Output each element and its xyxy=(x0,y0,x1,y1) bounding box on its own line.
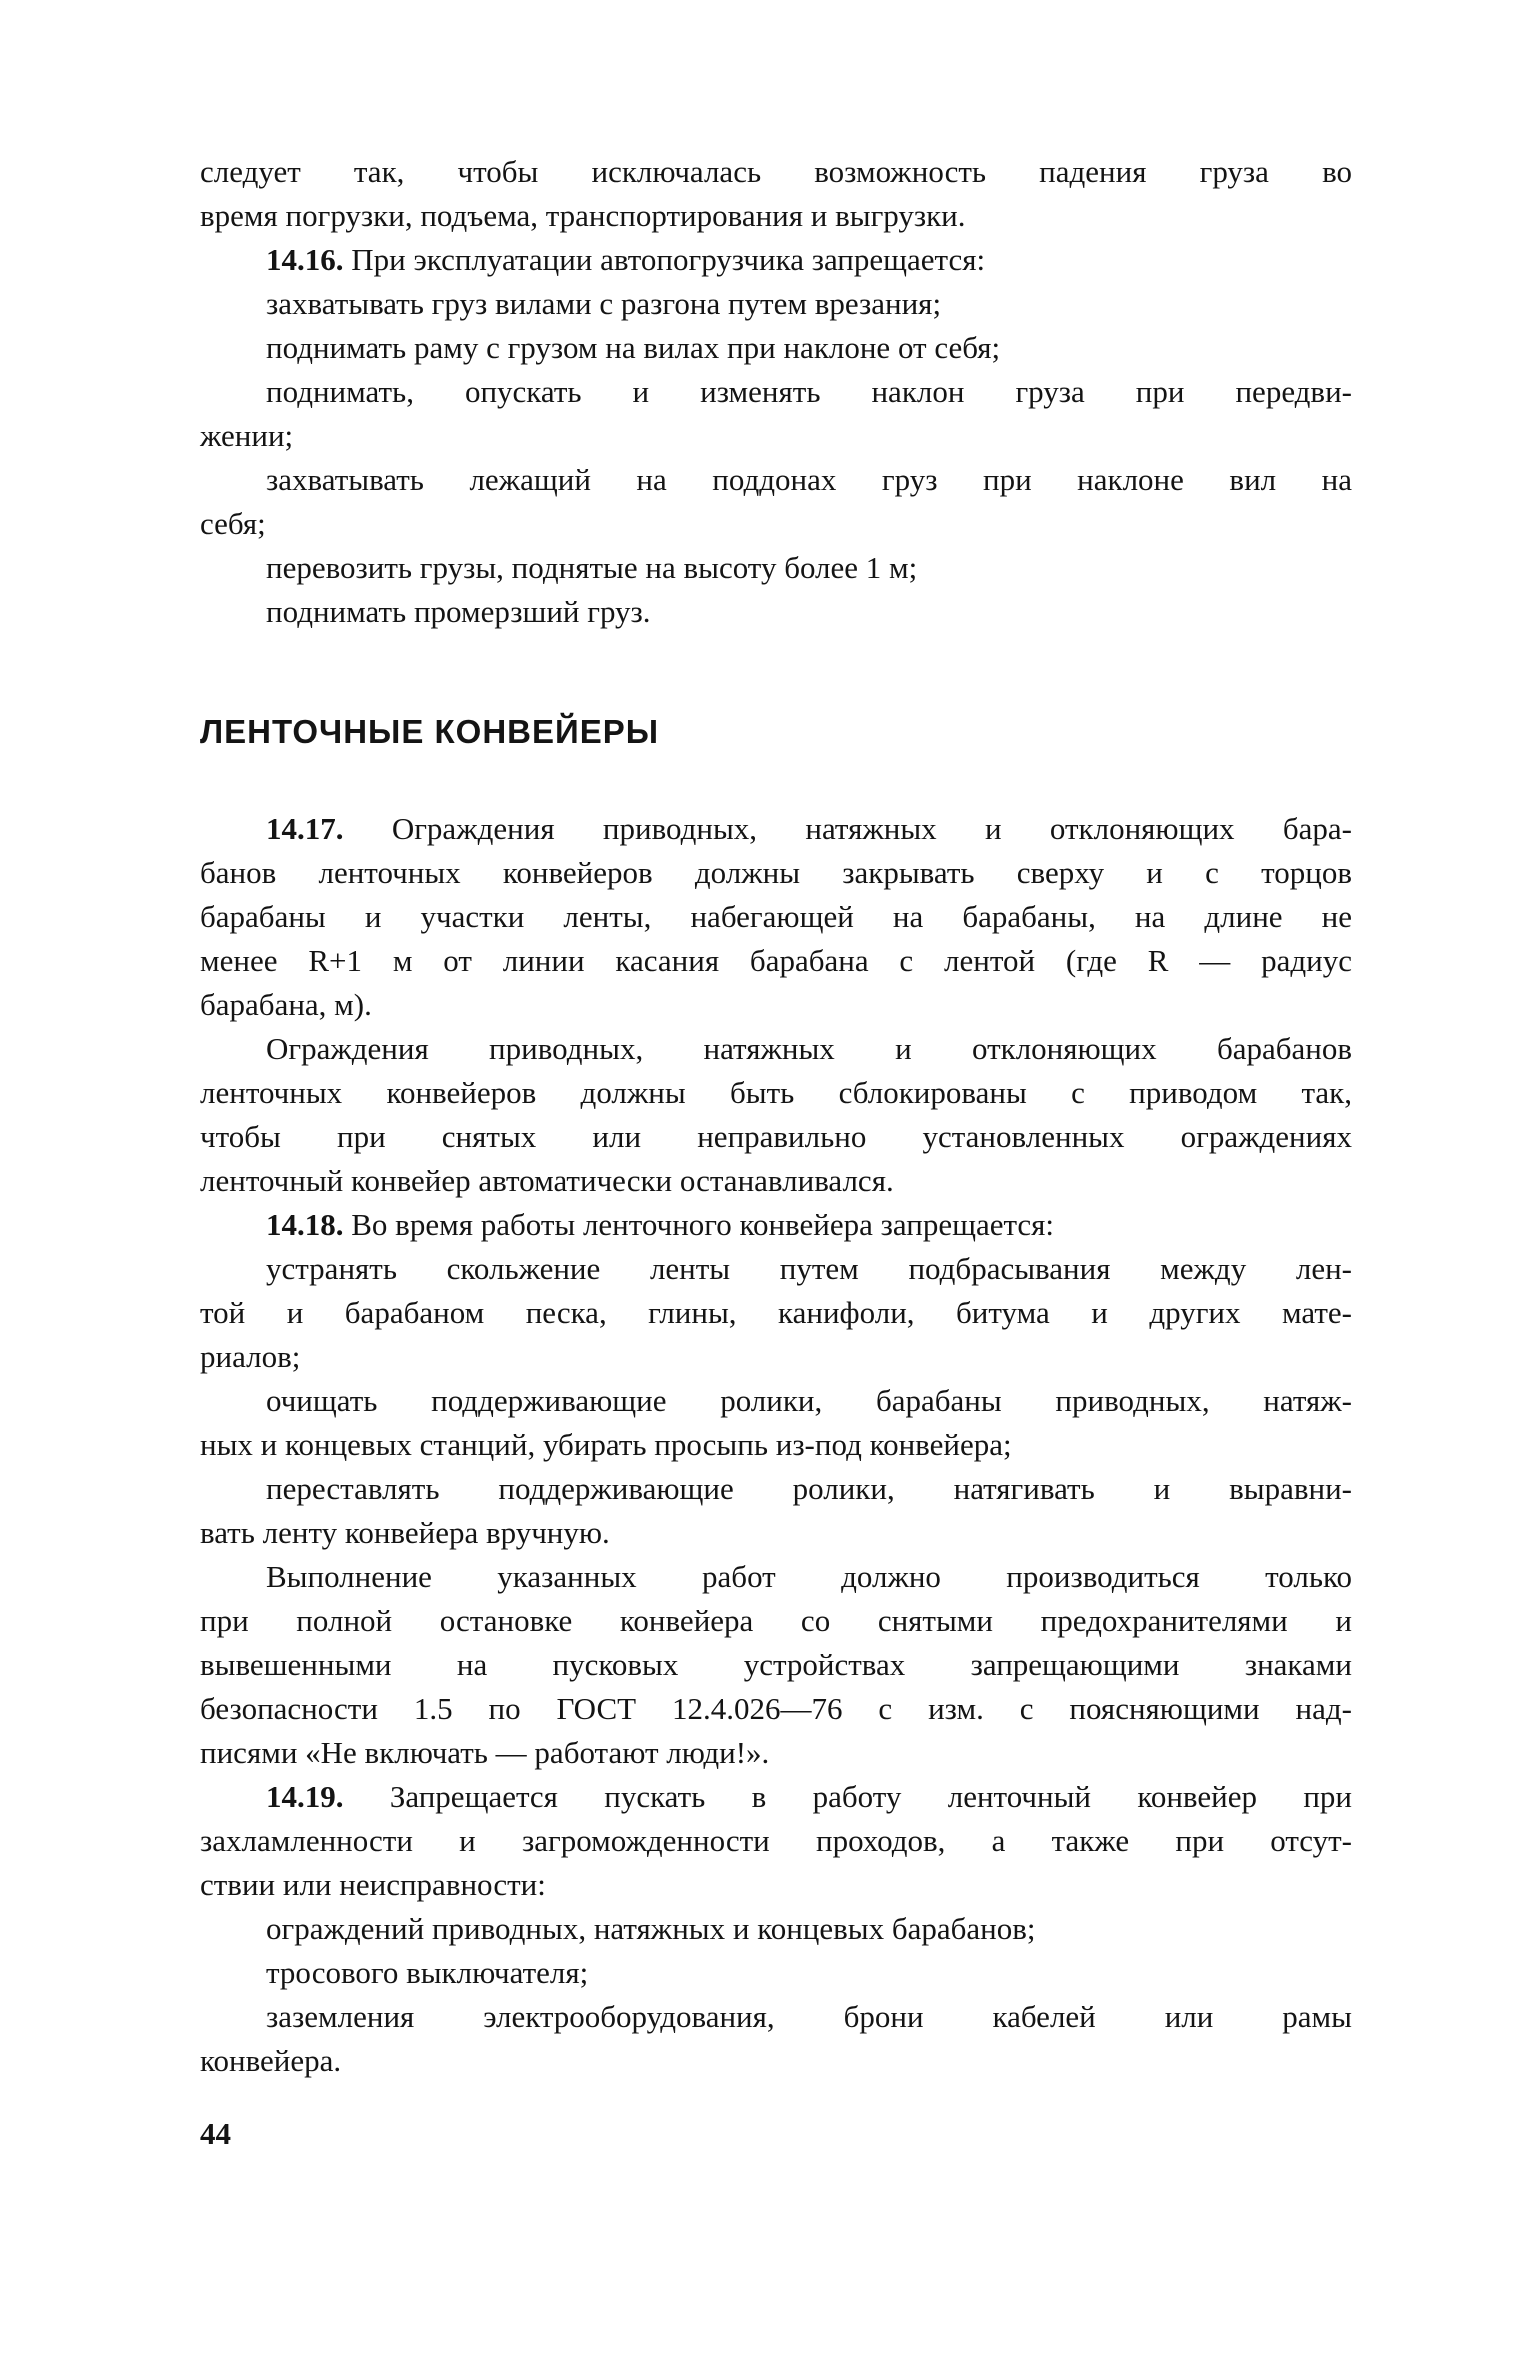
text-line: поднимать, опускать и изменять наклон груза при передви- xyxy=(266,374,1352,409)
text-line: устранять скольжение ленты путем подбрасывания между лен- xyxy=(266,1251,1352,1286)
text-line: менее R+1 м от линии касания барабана с лентой (где R — радиус xyxy=(200,943,1352,978)
paragraph xyxy=(200,370,1352,458)
paragraph xyxy=(200,1467,1352,1555)
text-line: ограждений приводных, натяжных и концевых барабанов; xyxy=(266,1911,1036,1946)
clause-number: 14.16. xyxy=(266,242,344,277)
text-line: очищать поддерживающие ролики, барабаны приводных, натяж- xyxy=(266,1383,1352,1418)
text-line: захламленности и загроможденности проходов, а также при отсут- xyxy=(200,1823,1352,1858)
text-line xyxy=(200,238,1352,282)
paragraph xyxy=(200,326,1352,370)
text-line: время погрузки, подъема, транспортирования и выгрузки. xyxy=(200,198,966,233)
text-line: ных и концевых станций, убирать просыпь из-под конвейера; xyxy=(200,1427,1012,1462)
text-line: себя; xyxy=(200,506,266,541)
text-line: ленточный конвейер автоматически останавливался. xyxy=(200,1163,894,1198)
text-line: той и барабаном песка, глины, канифоли, битума и других мате- xyxy=(200,1295,1352,1330)
text-line: заземления электрооборудования, брони кабелей или рамы xyxy=(266,1999,1352,2034)
text-line: ленточных конвейеров должны быть сблокированы с приводом так, xyxy=(200,1075,1352,1110)
text-line: Выполнение указанных работ должно производиться только xyxy=(266,1559,1352,1594)
text-line xyxy=(200,1775,1352,1819)
paragraph xyxy=(200,150,1352,238)
section-heading: ЛЕНТОЧНЫЕ КОНВЕЙЕРЫ xyxy=(200,713,660,750)
paragraph xyxy=(200,1555,1352,1775)
paragraph xyxy=(200,1203,1352,1247)
text-line: риалов; xyxy=(200,1339,301,1374)
text-line: барабана, м). xyxy=(200,987,372,1022)
text-line: конвейера. xyxy=(200,2043,342,2078)
text-line: при полной остановке конвейера со снятыми предохранителями и xyxy=(200,1603,1352,1638)
text-line: банов ленточных конвейеров должны закрывать сверху и с торцов xyxy=(200,855,1352,890)
text-line: поднимать промерзший груз. xyxy=(266,594,651,629)
text-line: следует так, чтобы исключалась возможность падения груза во xyxy=(200,154,1352,189)
text-line: захватывать груз вилами с разгона путем врезания; xyxy=(266,286,942,321)
text-line: барабаны и участки ленты, набегающей на барабаны, на длине не xyxy=(200,899,1352,934)
paragraph xyxy=(200,1951,1352,1995)
clause-number: 14.19. xyxy=(266,1779,344,1814)
paragraph xyxy=(200,1775,1352,1907)
line-text: При эксплуатации автопогрузчика запрещается: xyxy=(343,242,986,277)
text-line: безопасности 1.5 по ГОСТ 12.4.026—76 с изм. с поясняющими над- xyxy=(200,1691,1352,1726)
clause-number: 14.17. xyxy=(266,811,344,846)
line-text: Ограждения приводных, натяжных и отклоняющих бара- xyxy=(343,811,1352,846)
text-line: Ограждения приводных, натяжных и отклоняющих барабанов xyxy=(266,1031,1352,1066)
document-page-body xyxy=(200,150,1352,2083)
text-line: писями «Не включать — работают люди!». xyxy=(200,1735,770,1770)
paragraph xyxy=(200,1907,1352,1951)
text-line: захватывать лежащий на поддонах груз при наклоне вил на xyxy=(266,462,1352,497)
paragraph xyxy=(200,1027,1352,1203)
text-line: поднимать раму с грузом на вилах при наклоне от себя; xyxy=(266,330,1001,365)
text-line xyxy=(200,1203,1352,1247)
clause-number: 14.18. xyxy=(266,1207,344,1242)
line-text: Во время работы ленточного конвейера запрещается: xyxy=(343,1207,1055,1242)
text-line xyxy=(200,807,1352,851)
line-text: Запрещается пускать в работу ленточный конвейер при xyxy=(343,1779,1352,1814)
page-number: 44 xyxy=(200,2116,231,2151)
paragraph xyxy=(200,1379,1352,1467)
text-line: переставлять поддерживающие ролики, натягивать и выравни- xyxy=(266,1471,1352,1506)
text-line: вать ленту конвейера вручную. xyxy=(200,1515,610,1550)
paragraph xyxy=(200,1995,1352,2083)
paragraph xyxy=(200,458,1352,546)
paragraph xyxy=(200,590,1352,634)
paragraph xyxy=(200,1247,1352,1379)
text-line: тросового выключателя; xyxy=(266,1955,589,1990)
paragraph xyxy=(200,807,1352,1027)
text-line: вывешенными на пусковых устройствах запрещающими знаками xyxy=(200,1647,1352,1682)
paragraph xyxy=(200,282,1352,326)
text-line: чтобы при снятых или неправильно установленных ограждениях xyxy=(200,1119,1352,1154)
paragraph xyxy=(200,546,1352,590)
text-line: перевозить грузы, поднятые на высоту более 1 м; xyxy=(266,550,918,585)
text-line: жении; xyxy=(200,418,294,453)
paragraph xyxy=(200,238,1352,282)
text-line: ствии или неисправности: xyxy=(200,1867,546,1902)
